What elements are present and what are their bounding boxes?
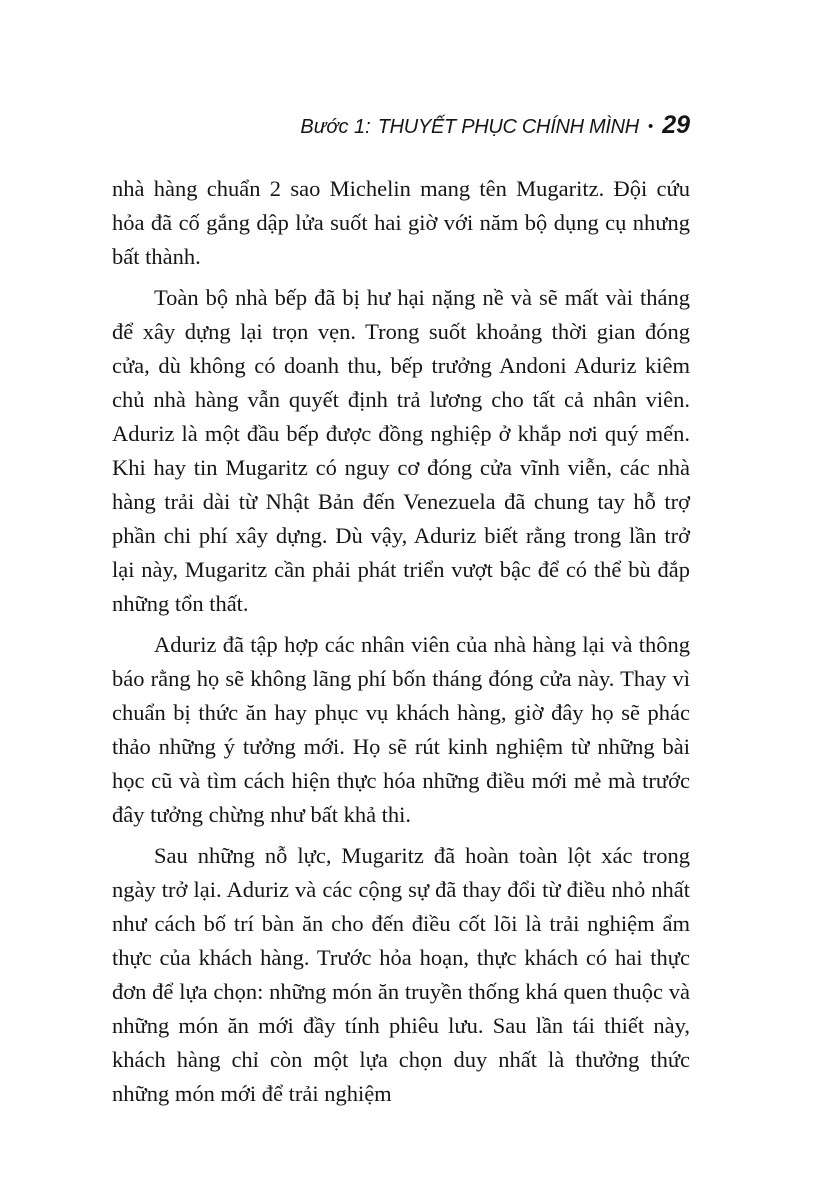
chapter-title: THUYẾT PHỤC CHÍNH MÌNH	[377, 116, 639, 138]
paragraph: Aduriz đã tập hợp các nhân viên của nhà hàng lại và thông báo rằng họ sẽ không lãng phí bốn tháng đóng cửa này. Thay vì chuẩn bị thức ăn hay phục vụ khách hàng, giờ đây họ sẽ phác thảo những ý tưởng mới. Họ sẽ rút kinh nghiệm từ những bài học cũ và tìm cách hiện thực hóa những điều mới mẻ mà trước đây tưởng chừng như bất khả thi.	[112, 632, 690, 827]
page-content	[112, 112, 690, 1118]
paragraph: Toàn bộ nhà bếp đã bị hư hại nặng nề và sẽ mất vài tháng để xây dựng lại trọn vẹn. Trong suốt khoảng thời gian đóng cửa, dù không có doanh thu, bếp trưởng Andoni Aduriz kiêm chủ nhà hàng vẫn quyết định trả lương cho tất cả nhân viên. Aduriz là một đầu bếp được đồng nghiệp ở khắp nơi quý mến. Khi hay tin Mugaritz có nguy cơ đóng cửa vĩnh viễn, các nhà hàng trải dài từ Nhật Bản đến Venezuela đã chung tay hỗ trợ phần chi phí xây dựng. Dù vậy, Aduriz biết rằng trong lần trở lại này, Mugaritz cần phải phát triển vượt bậc để có thể bù đắp những tổn thất.	[112, 285, 690, 616]
chapter-label: Bước 1:	[300, 116, 371, 138]
paragraph: nhà hàng chuẩn 2 sao Michelin mang tên Mugaritz. Đội cứu hỏa đã cố gắng dập lửa suốt hai giờ với năm bộ dụng cụ nhưng bất thành.	[112, 176, 690, 269]
paragraph: Sau những nỗ lực, Mugaritz đã hoàn toàn lột xác trong ngày trở lại. Aduriz và các cộng sự đã thay đổi từ điều nhỏ nhất như cách bố trí bàn ăn cho đến điều cốt lõi là trải nghiệm ẩm thực của khách hàng. Trước hỏa hoạn, thực khách có hai thực đơn để lựa chọn: những món ăn truyền thống khá quen thuộc và những món ăn mới đầy tính phiêu lưu. Sau lần tái thiết này, khách hàng chỉ còn một lựa chọn duy nhất là thưởng thức những món mới để trải nghiệm	[112, 843, 690, 1106]
separator-dot: •	[647, 118, 654, 135]
running-header	[112, 112, 690, 142]
page-number: 29	[662, 111, 690, 139]
body-text	[112, 172, 690, 1111]
